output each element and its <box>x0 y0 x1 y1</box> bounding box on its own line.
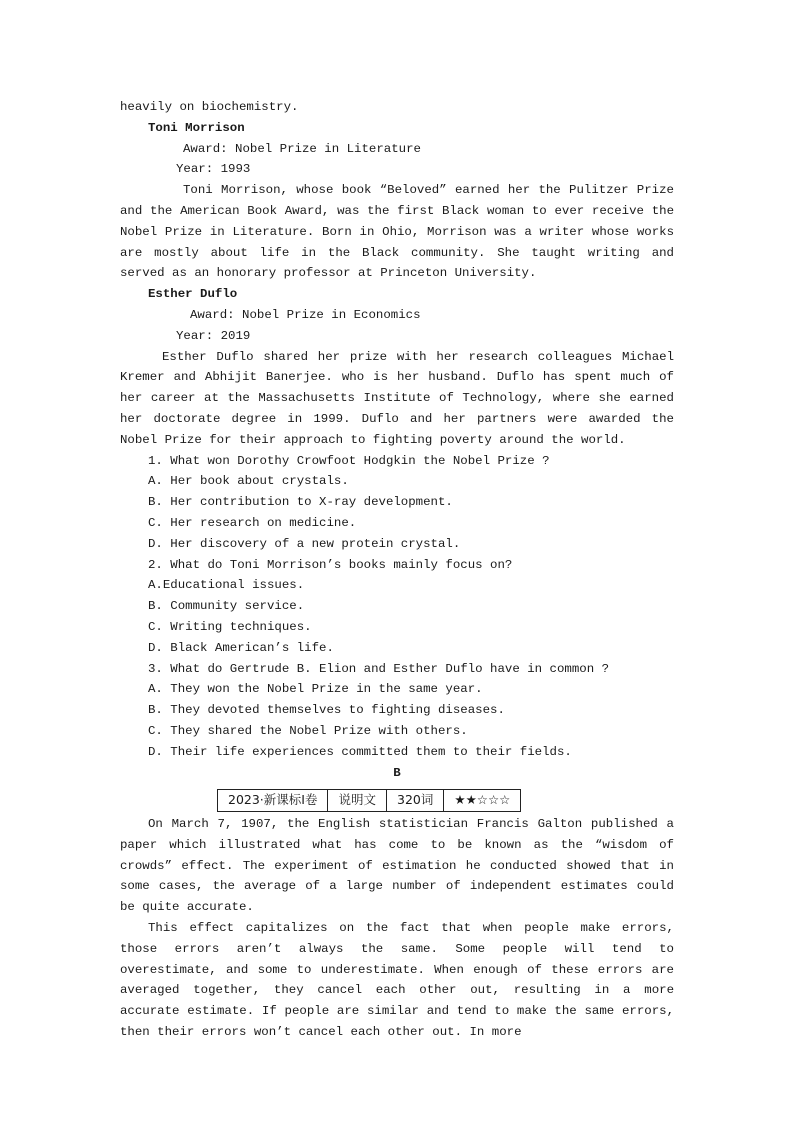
passage-genre: 说明文 <box>328 790 387 812</box>
question-block <box>120 555 674 659</box>
morrison-award: Award: Nobel Prize in Literature <box>183 141 421 156</box>
answer-option: D. Her discovery of a new protein crystal. <box>148 536 461 551</box>
answer-option: B. They devoted themselves to fighting diseases. <box>148 703 505 718</box>
morrison-entry <box>120 118 674 284</box>
word-count: 320词 <box>387 790 444 812</box>
duflo-name: Esther Duflo <box>148 287 238 302</box>
question-text: 3. What do Gertrude B. Elion and Esther Duflo have in common ? <box>148 661 610 676</box>
passage-info-table <box>217 789 521 812</box>
difficulty-stars: ★★☆☆☆ <box>444 790 521 812</box>
question-text: 1. What won Dorothy Crowfoot Hodgkin the Nobel Prize ? <box>148 453 550 468</box>
answer-option: C. Her research on medicine. <box>148 515 357 530</box>
question-block <box>120 451 674 555</box>
duflo-year: Year: 2019 <box>176 328 251 343</box>
answer-option: B. Community service. <box>148 599 305 614</box>
question-text: 2. What do Toni Morrison’s books mainly focus on? <box>148 557 513 572</box>
answer-option: B. Her contribution to X-ray development. <box>148 495 453 510</box>
passage-paragraph-1: On March 7, 1907, the English statistician Francis Galton published a paper which illustrated what has come to be known as the “wisdom of crowds” effect. The experiment of estimation he conducted showed that in some cases, the average of a large number of independent estimates could be quite accurate. <box>120 817 674 915</box>
answer-option: C. Writing techniques. <box>148 619 312 634</box>
duflo-entry <box>120 284 674 450</box>
answer-option: A.Educational issues. <box>148 578 305 593</box>
morrison-year: Year: 1993 <box>176 162 251 177</box>
section-b-heading: B <box>393 765 401 780</box>
passage-paragraph-2: This effect capitalizes on the fact that when people make errors, those errors aren’t always the same. Some people will tend to overestimate, and some to underestimate. When enough of these errors are averaged together, they cancel each other out, resulting in a more accurate estimate. If people are similar and tend to make the same errors, then their errors won’t cancel each other out. In more <box>120 921 674 1040</box>
answer-option: A. Her book about crystals. <box>148 474 349 489</box>
answer-option: D. Their life experiences committed them to their fields. <box>148 744 572 759</box>
question-block <box>120 659 674 763</box>
duflo-bio: Esther Duflo shared her prize with her research colleagues Michael Kremer and Abhijit Banerjee. who is her husband. Duflo has spent much of her career at the Massachusetts Institute of Technology, where she earned her doctorate degree in 1999. Duflo and her partners were awarded the Nobel Prize for their approach to fighting poverty around the world. <box>120 349 674 447</box>
question-list <box>120 451 674 763</box>
answer-option: C. They shared the Nobel Prize with others. <box>148 723 468 738</box>
exam-source: 2023·新课标Ⅰ卷 <box>218 790 328 812</box>
duflo-award: Award: Nobel Prize in Economics <box>190 307 421 322</box>
continued-text: heavily on biochemistry. <box>120 100 299 114</box>
morrison-bio: Toni Morrison, whose book “Beloved” earned her the Pulitzer Prize and the American Book Award, was the first Black woman to ever receive the Nobel Prize in Literature. Born in Ohio, Morrison was a writer whose works are mostly about life in the Black community. She taught writing and served as an honorary professor at Princeton University. <box>120 183 674 281</box>
morrison-name: Toni Morrison <box>148 120 245 135</box>
document-page <box>120 97 674 1043</box>
answer-option: A. They won the Nobel Prize in the same year. <box>148 682 483 697</box>
answer-option: D. Black American’s life. <box>148 640 334 655</box>
